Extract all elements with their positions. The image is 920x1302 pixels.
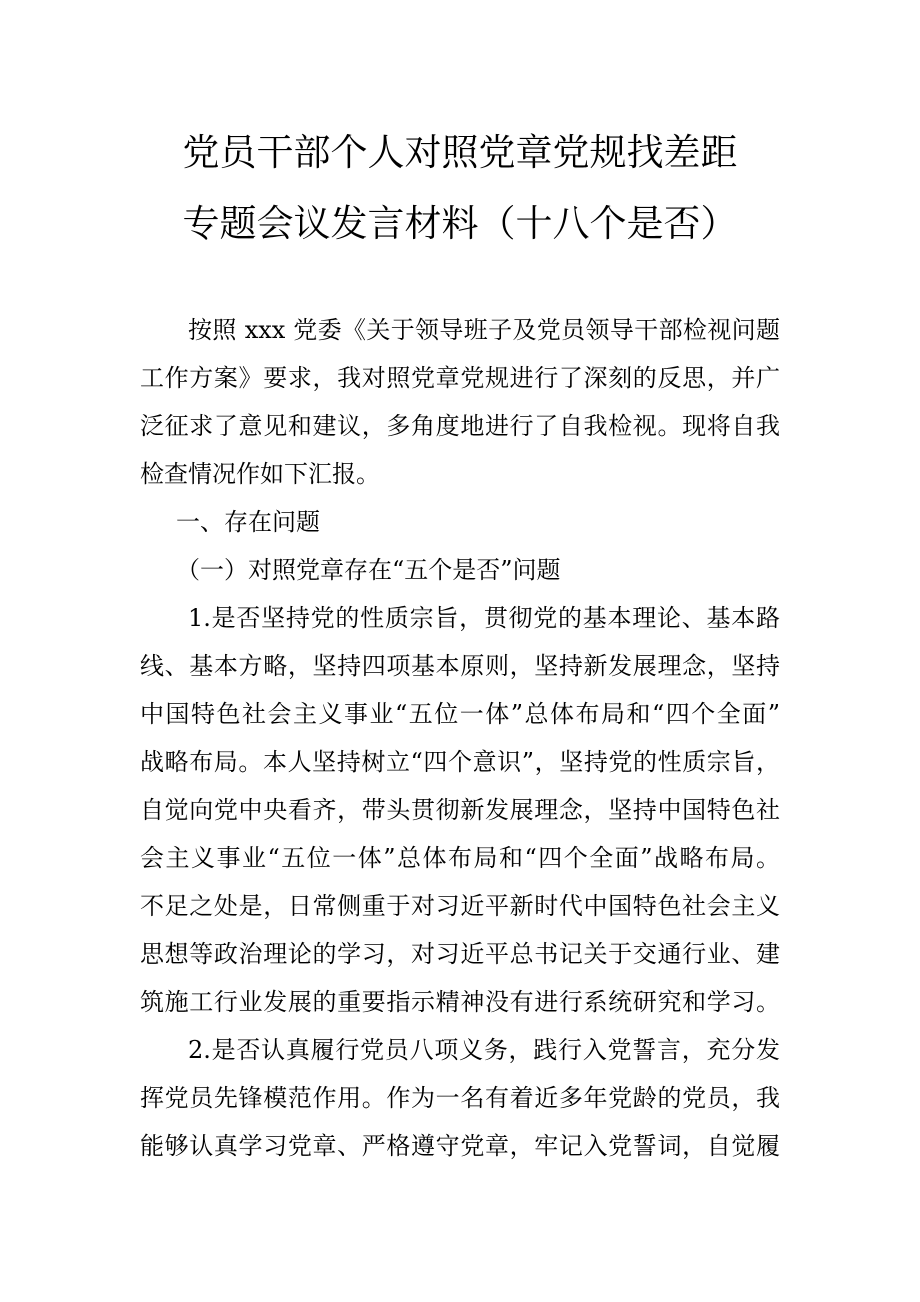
section-heading: 一、存在问题 (176, 508, 320, 536)
item-1-line-5: 自觉向党中央看齐，带头贯彻新发展理念，坚持中国特色社 (140, 796, 780, 824)
item-1-line-7: 不足之处是，日常侧重于对习近平新时代中国特色社会主义 (140, 892, 780, 920)
document-title-line-2: 专题会议发言材料（十八个是否） (182, 202, 738, 245)
document-body (140, 306, 780, 1170)
item-1-line-3: 中国特色社会主义事业“五位一体”总体布局和“四个全面” (140, 700, 780, 728)
paragraph-intro-line-3: 泛征求了意见和建议，多角度地进行了自我检视。现将自我 (140, 412, 780, 440)
item-1-line-6: 会主义事业“五位一体”总体布局和“四个全面”战略布局。 (140, 844, 780, 872)
item-1-line-2: 线、基本方略，坚持四项基本原则，坚持新发展理念，坚持 (140, 652, 780, 680)
item-2-line-2: 挥党员先锋模范作用。作为一名有着近多年党龄的党员，我 (140, 1084, 780, 1112)
paragraph-intro-line-4: 检查情况作如下汇报。 (140, 460, 380, 488)
paragraph-intro-line-2: 工作方案》要求，我对照党章党规进行了深刻的反思，并广 (140, 364, 780, 392)
item-2-line-1: 2.是否认真履行党员八项义务，践行入党誓言，充分发 (188, 1036, 780, 1064)
subsection-heading: （一）对照党章存在“五个是否”问题 (176, 556, 561, 584)
document-title-line-1: 党员干部个人对照党章党规找差距 (182, 131, 738, 174)
item-1-line-1: 1.是否坚持党的性质宗旨，贯彻党的基本理论、基本路 (188, 604, 780, 632)
item-2-line-3: 能够认真学习党章、严格遵守党章，牢记入党誓词，自觉履 (140, 1132, 780, 1160)
item-1-line-9: 筑施工行业发展的重要指示精神没有进行系统研究和学习。 (140, 988, 780, 1016)
item-1-line-8: 思想等政治理论的学习，对习近平总书记关于交通行业、建 (140, 940, 780, 968)
paragraph-intro-line-1: 按照 xxx 党委《关于领导班子及党员领导干部检视问题 (188, 316, 780, 344)
item-1-line-4: 战略布局。本人坚持树立“四个意识”，坚持党的性质宗旨， (140, 748, 780, 776)
